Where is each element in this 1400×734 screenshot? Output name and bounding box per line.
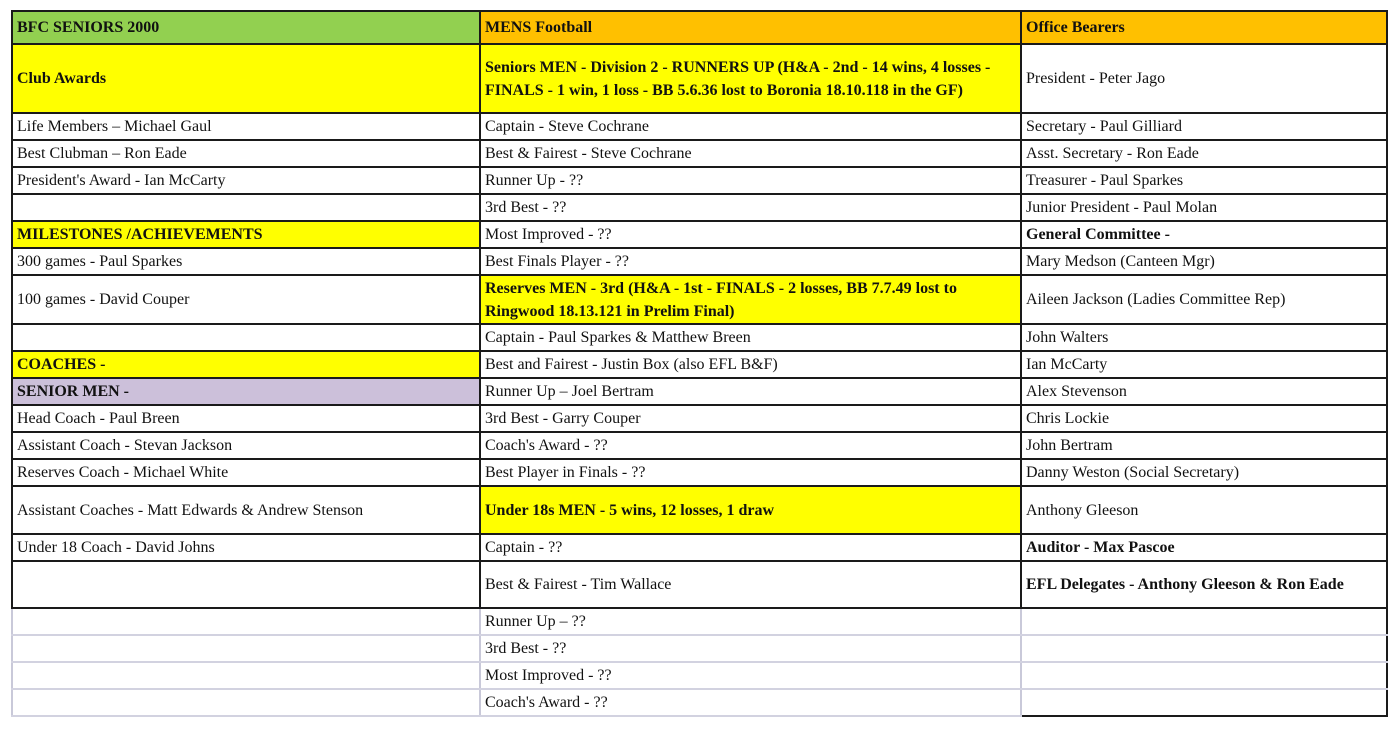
table-row: [12, 405, 1387, 432]
table-row: [12, 534, 1387, 561]
table-cell[interactable]: John Walters: [1021, 324, 1387, 351]
table-cell[interactable]: Most Improved - ??: [480, 662, 1021, 689]
table-cell[interactable]: Best Player in Finals - ??: [480, 459, 1021, 486]
table-cell[interactable]: [12, 608, 480, 635]
table-cell[interactable]: President - Peter Jago: [1021, 44, 1387, 113]
table-cell[interactable]: Best & Fairest - Tim Wallace: [480, 561, 1021, 608]
table-cell[interactable]: John Bertram: [1021, 432, 1387, 459]
table-row: [12, 689, 1387, 716]
table-row: [12, 608, 1387, 635]
table-cell[interactable]: Runner Up - ??: [480, 167, 1021, 194]
table-cell[interactable]: Captain - Paul Sparkes & Matthew Breen: [480, 324, 1021, 351]
table-cell[interactable]: [12, 194, 480, 221]
table-cell[interactable]: Auditor - Max Pascoe: [1021, 534, 1387, 561]
table-cell[interactable]: Chris Lockie: [1021, 405, 1387, 432]
table-row: [12, 561, 1387, 608]
table-row: [12, 194, 1387, 221]
table-cell[interactable]: [12, 689, 480, 716]
table-cell[interactable]: Best Finals Player - ??: [480, 248, 1021, 275]
table-row: [12, 11, 1387, 44]
table-cell[interactable]: Aileen Jackson (Ladies Committee Rep): [1021, 275, 1387, 324]
table-body: [12, 11, 1387, 716]
table-cell[interactable]: [12, 324, 480, 351]
table-cell[interactable]: Best and Fairest - Justin Box (also EFL B&F): [480, 351, 1021, 378]
table-cell[interactable]: Under 18 Coach - David Johns: [12, 534, 480, 561]
table-cell[interactable]: Reserves MEN - 3rd (H&A - 1st - FINALS - 2 losses, BB 7.7.49 lost to Ringwood 18.13.121 in Prelim Final): [480, 275, 1021, 324]
table-row: [12, 635, 1387, 662]
table-row: [12, 378, 1387, 405]
table-row: [12, 113, 1387, 140]
table-cell[interactable]: [12, 561, 480, 608]
table-cell[interactable]: Alex Stevenson: [1021, 378, 1387, 405]
table-cell[interactable]: Reserves Coach - Michael White: [12, 459, 480, 486]
table-cell[interactable]: Mary Medson (Canteen Mgr): [1021, 248, 1387, 275]
table-cell[interactable]: SENIOR MEN -: [12, 378, 480, 405]
table-cell[interactable]: COACHES -: [12, 351, 480, 378]
table-cell[interactable]: [12, 635, 480, 662]
table-cell[interactable]: Best Clubman – Ron Eade: [12, 140, 480, 167]
table-cell[interactable]: 3rd Best - ??: [480, 194, 1021, 221]
table-cell[interactable]: Assistant Coaches - Matt Edwards & Andrew Stenson: [12, 486, 480, 534]
table-row: [12, 275, 1387, 324]
spreadsheet-table: [11, 10, 1388, 717]
table-cell[interactable]: Junior President - Paul Molan: [1021, 194, 1387, 221]
table-cell[interactable]: [1021, 689, 1387, 716]
table-cell[interactable]: Ian McCarty: [1021, 351, 1387, 378]
table-row: [12, 432, 1387, 459]
table-cell[interactable]: Coach's Award - ??: [480, 432, 1021, 459]
table-cell[interactable]: Best & Fairest - Steve Cochrane: [480, 140, 1021, 167]
table-cell[interactable]: Secretary - Paul Gilliard: [1021, 113, 1387, 140]
table-cell[interactable]: EFL Delegates - Anthony Gleeson & Ron Eade: [1021, 561, 1387, 608]
table-cell[interactable]: Danny Weston (Social Secretary): [1021, 459, 1387, 486]
table-cell[interactable]: Assistant Coach - Stevan Jackson: [12, 432, 480, 459]
table-cell[interactable]: [1021, 635, 1387, 662]
table-cell[interactable]: MILESTONES /ACHIEVEMENTS: [12, 221, 480, 248]
table-row: [12, 486, 1387, 534]
table-cell[interactable]: MENS Football: [480, 11, 1021, 44]
table-cell[interactable]: 3rd Best - Garry Couper: [480, 405, 1021, 432]
table-cell[interactable]: Club Awards: [12, 44, 480, 113]
table-cell[interactable]: Under 18s MEN - 5 wins, 12 losses, 1 draw: [480, 486, 1021, 534]
table-cell[interactable]: 300 games - Paul Sparkes: [12, 248, 480, 275]
table-cell[interactable]: Seniors MEN - Division 2 - RUNNERS UP (H&A - 2nd - 14 wins, 4 losses - FINALS - 1 win, 1 loss - BB 5.6.36 lost to Boronia 18.10.118 in the GF): [480, 44, 1021, 113]
table-row: [12, 44, 1387, 113]
table-cell[interactable]: Captain - ??: [480, 534, 1021, 561]
table-cell[interactable]: 100 games - David Couper: [12, 275, 480, 324]
table-cell[interactable]: Treasurer - Paul Sparkes: [1021, 167, 1387, 194]
table-cell[interactable]: [12, 662, 480, 689]
table-cell[interactable]: Runner Up – ??: [480, 608, 1021, 635]
table-cell[interactable]: BFC SENIORS 2000: [12, 11, 480, 44]
table-cell[interactable]: 3rd Best - ??: [480, 635, 1021, 662]
table-cell[interactable]: Life Members – Michael Gaul: [12, 113, 480, 140]
table-cell[interactable]: [1021, 608, 1387, 635]
table-row: [12, 662, 1387, 689]
table-row: [12, 324, 1387, 351]
table-row: [12, 248, 1387, 275]
table-cell[interactable]: Captain - Steve Cochrane: [480, 113, 1021, 140]
table-row: [12, 167, 1387, 194]
table-cell[interactable]: Office Bearers: [1021, 11, 1387, 44]
table-cell[interactable]: Anthony Gleeson: [1021, 486, 1387, 534]
table-row: [12, 140, 1387, 167]
table-row: [12, 351, 1387, 378]
table-cell[interactable]: Most Improved - ??: [480, 221, 1021, 248]
table-cell[interactable]: Coach's Award - ??: [480, 689, 1021, 716]
table-row: [12, 221, 1387, 248]
table-cell[interactable]: [1021, 662, 1387, 689]
table-row: [12, 459, 1387, 486]
table-cell[interactable]: Runner Up – Joel Bertram: [480, 378, 1021, 405]
table-cell[interactable]: President's Award - Ian McCarty: [12, 167, 480, 194]
table-cell[interactable]: Head Coach - Paul Breen: [12, 405, 480, 432]
table-cell[interactable]: Asst. Secretary - Ron Eade: [1021, 140, 1387, 167]
table-cell[interactable]: General Committee -: [1021, 221, 1387, 248]
